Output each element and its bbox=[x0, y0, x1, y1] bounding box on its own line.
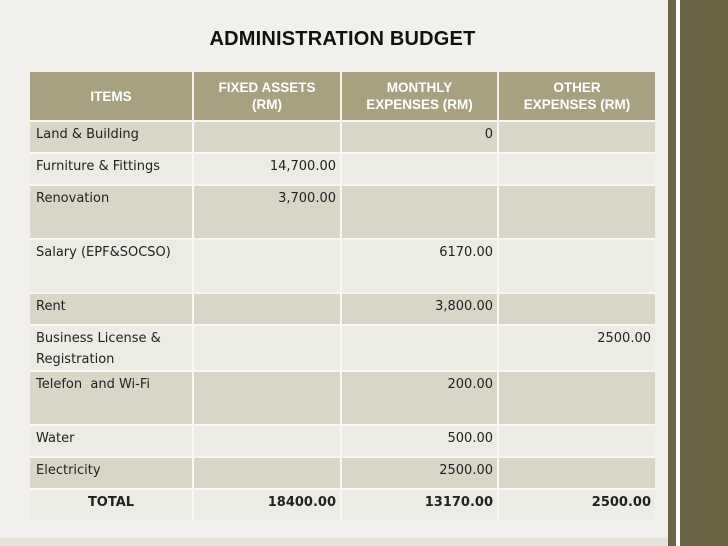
fixed-assets-cell bbox=[193, 457, 341, 489]
fixed-assets-cell bbox=[193, 325, 341, 371]
table-row bbox=[30, 425, 655, 457]
table-row bbox=[30, 153, 655, 185]
total-label: TOTAL bbox=[30, 489, 193, 520]
other-expenses-cell bbox=[498, 121, 655, 153]
fixed-assets-cell bbox=[193, 425, 341, 457]
item-cell: Telefon and Wi-Fi bbox=[30, 371, 193, 425]
fixed-assets-cell bbox=[193, 121, 341, 153]
monthly-expenses-cell: 3,800.00 bbox=[341, 293, 498, 325]
other-expenses-cell bbox=[498, 239, 655, 293]
monthly-expenses-cell bbox=[341, 325, 498, 371]
monthly-expenses-cell: 500.00 bbox=[341, 425, 498, 457]
total-fixed-assets: 18400.00 bbox=[193, 489, 341, 520]
item-cell: Water bbox=[30, 425, 193, 457]
monthly-expenses-cell: 6170.00 bbox=[341, 239, 498, 293]
item-cell: Furniture & Fittings bbox=[30, 153, 193, 185]
fixed-assets-cell bbox=[193, 293, 341, 325]
header-items: ITEMS bbox=[30, 72, 193, 121]
other-expenses-cell: 2500.00 bbox=[498, 325, 655, 371]
total-monthly-expenses: 13170.00 bbox=[341, 489, 498, 520]
decorative-side-line bbox=[676, 0, 680, 546]
monthly-expenses-cell: 2500.00 bbox=[341, 457, 498, 489]
other-expenses-cell bbox=[498, 185, 655, 239]
item-cell: Rent bbox=[30, 293, 193, 325]
table-row bbox=[30, 457, 655, 489]
item-cell: Land & Building bbox=[30, 121, 193, 153]
other-expenses-cell bbox=[498, 457, 655, 489]
monthly-expenses-cell bbox=[341, 185, 498, 239]
fixed-assets-cell bbox=[193, 371, 341, 425]
other-expenses-cell bbox=[498, 293, 655, 325]
header-monthly-expenses: MONTHLY EXPENSES (RM) bbox=[341, 72, 498, 121]
fixed-assets-cell: 3,700.00 bbox=[193, 185, 341, 239]
header-other-expenses: OTHER EXPENSES (RM) bbox=[498, 72, 655, 121]
monthly-expenses-cell bbox=[341, 153, 498, 185]
header-fixed-assets: FIXED ASSETS (RM) bbox=[193, 72, 341, 121]
page-title: ADMINISTRATION BUDGET bbox=[209, 28, 476, 50]
item-cell: Renovation bbox=[30, 185, 193, 239]
fixed-assets-cell: 14,700.00 bbox=[193, 153, 341, 185]
total-row bbox=[30, 489, 655, 520]
item-cell: Business License & Registration bbox=[30, 325, 193, 371]
item-cell: Electricity bbox=[30, 457, 193, 489]
decorative-bottom-band bbox=[0, 538, 668, 546]
item-cell: Salary (EPF&SOCSO) bbox=[30, 239, 193, 293]
other-expenses-cell bbox=[498, 425, 655, 457]
fixed-assets-cell bbox=[193, 239, 341, 293]
table-row bbox=[30, 293, 655, 325]
table-row bbox=[30, 239, 655, 293]
monthly-expenses-cell: 0 bbox=[341, 121, 498, 153]
other-expenses-cell bbox=[498, 153, 655, 185]
other-expenses-cell bbox=[498, 371, 655, 425]
budget-table bbox=[30, 72, 655, 520]
table-row bbox=[30, 325, 655, 371]
table-row bbox=[30, 121, 655, 153]
monthly-expenses-cell: 200.00 bbox=[341, 371, 498, 425]
table-header-row bbox=[30, 72, 655, 121]
table-row bbox=[30, 371, 655, 425]
total-other-expenses: 2500.00 bbox=[498, 489, 655, 520]
table-row bbox=[30, 185, 655, 239]
